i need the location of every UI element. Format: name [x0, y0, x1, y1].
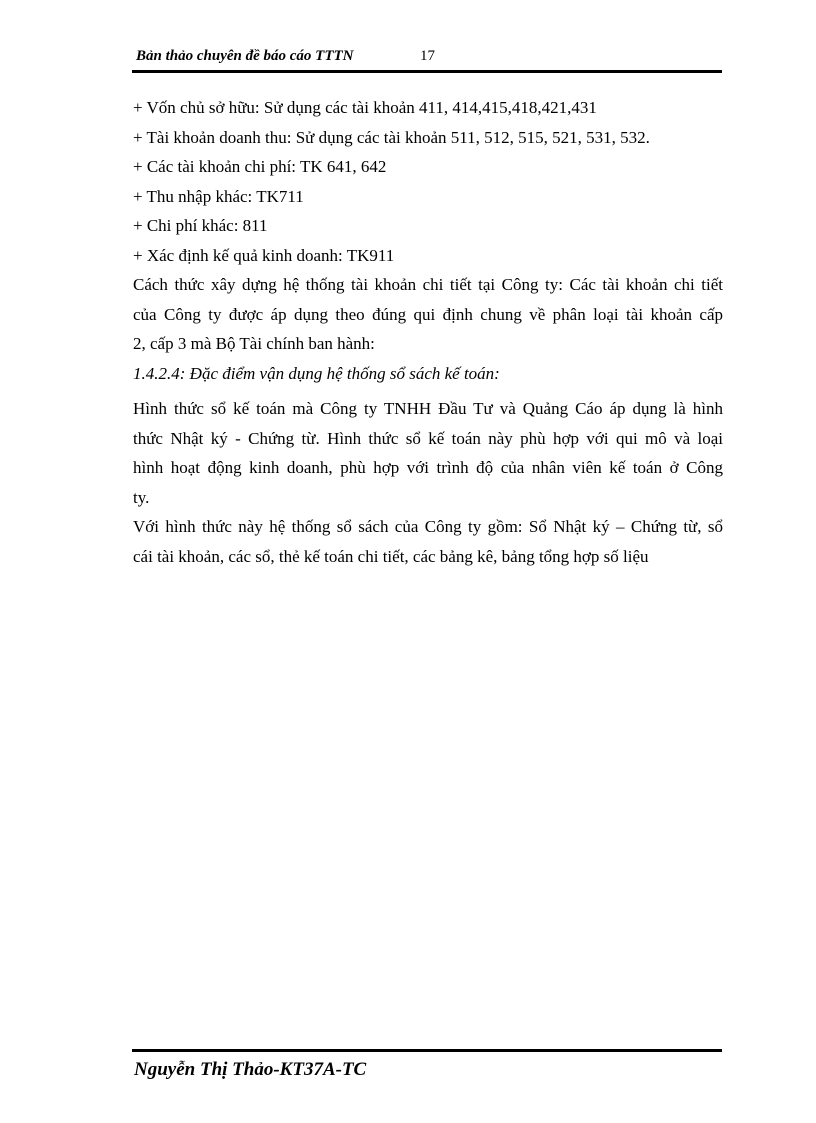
account-list-item: + Các tài khoản chi phí: TK 641, 642 — [133, 157, 387, 176]
body-text-line: Cách thức xây dựng hệ thống tài khoản chi tiết tại Công ty: Các tài khoản chi tiết — [133, 275, 723, 294]
body-text-line: 2, cấp 3 mà Bộ Tài chính ban hành: — [133, 334, 375, 353]
page-header — [132, 48, 722, 73]
account-list-item: + Vốn chủ sở hữu: Sử dụng các tài khoản 411, 414,415,418,421,431 — [133, 98, 597, 117]
account-list-item: + Chi phí khác: 811 — [133, 216, 268, 235]
paragraph-line: thức Nhật ký - Chứng từ. Hình thức sổ kế toán này phù hợp với qui mô và loại — [133, 428, 723, 448]
account-list-item: + Xác định kế quả kinh doanh: TK911 — [133, 245, 395, 265]
page-footer — [132, 1049, 722, 1080]
paragraph-line: Với hình thức này hệ thống sổ sách của Công ty gồm: Sổ Nhật ký – Chứng từ, sổ — [133, 517, 723, 536]
section-heading: 1.4.2.4: Đặc điểm vận dụng hệ thống sổ sách kế toán: — [133, 363, 500, 383]
body-text-line: của Công ty được áp dụng theo đúng qui định chung về phân loại tài khoản cấp — [133, 304, 723, 324]
page-number: 17 — [420, 48, 435, 64]
account-list-item: + Thu nhập khác: TK711 — [133, 186, 304, 206]
paragraph-line: cái tài khoản, các sổ, thẻ kế toán chi tiết, các bảng kê, bảng tổng hợp số liệu — [133, 546, 649, 566]
document-body — [133, 93, 723, 571]
paragraph-line: Hình thức sổ kế toán mà Công ty TNHH Đầu Tư và Quảng Cáo áp dụng là hình — [133, 399, 723, 418]
paragraph-line: ty. — [133, 487, 150, 507]
document-title: Bản thảo chuyên đề báo cáo TTTN — [136, 48, 354, 64]
author-name: Nguyễn Thị Thảo-KT37A-TC — [134, 1059, 367, 1080]
paragraph-line: hình hoạt động kinh doanh, phù hợp với trình độ của nhân viên kế toán ở Công — [133, 458, 723, 477]
account-list-item: + Tài khoản doanh thu: Sử dụng các tài khoản 511, 512, 515, 521, 531, 532. — [133, 127, 650, 147]
